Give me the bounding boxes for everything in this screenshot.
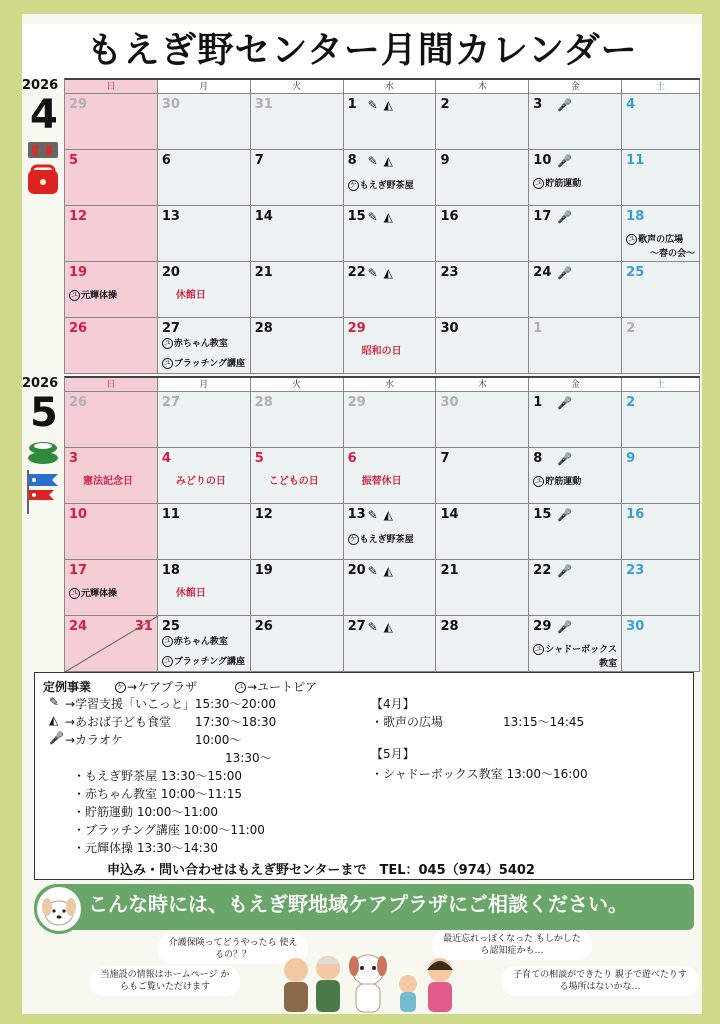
event-label: ユ 歌声の広場 [628, 235, 684, 245]
day-number: 19 [69, 265, 88, 280]
day-number: 25 [161, 619, 180, 634]
day-cell [251, 262, 344, 317]
day-number: 29 [69, 97, 88, 112]
week-row [65, 616, 700, 672]
day-cell [251, 560, 344, 615]
day-number: 30 [440, 395, 459, 410]
day-number: 9 [440, 153, 450, 168]
mic-icon: 🎤 [49, 731, 64, 745]
day-number: 1 [347, 97, 357, 112]
event-label: ユ 赤ちゃん教室 [163, 339, 228, 349]
day-number: 27 [161, 395, 180, 410]
may-event-item: ・シャドーボックス教室 13:00〜16:00 [371, 767, 588, 781]
day-cell [436, 150, 529, 205]
day-cell [65, 616, 158, 671]
day-number: 16 [440, 209, 459, 224]
day-cell [529, 392, 622, 447]
legend-utopia: ユ →ユートピア [237, 680, 318, 694]
day-cell [529, 150, 622, 205]
venue-badge-icon: ユ [628, 235, 636, 243]
day-number: 24 [533, 265, 552, 280]
holiday-label: 憲法記念日 [83, 476, 133, 487]
day-cell [158, 150, 251, 205]
onigiri-icon: ◭ [383, 508, 393, 522]
day-cell [344, 616, 437, 671]
day-cell [529, 448, 622, 503]
badge-ke-icon: ケ [117, 683, 124, 691]
item-genki-exercise: ・元輝体操 13:30〜14:30 [73, 841, 218, 855]
day-cell [344, 94, 437, 149]
day-number: 20 [347, 563, 366, 578]
week-row [65, 560, 700, 616]
day-number: 29 [347, 395, 366, 410]
holiday-label: 昭和の日 [361, 346, 402, 357]
weekday-wed: 水 [344, 80, 437, 93]
weekday-fri: 金 [529, 80, 622, 93]
day-number: 8 [347, 153, 357, 168]
event-label-line2: 〜春の会〜 [650, 249, 696, 259]
week-row [65, 206, 700, 262]
day-number: 29 [533, 619, 552, 634]
day-number: 6 [347, 451, 357, 466]
onigiri-icon: ◭ [383, 154, 393, 168]
day-number: 22 [533, 563, 552, 578]
april-year: 2026 [22, 78, 59, 93]
pencil-icon: ✎ [367, 210, 378, 224]
day-cell [622, 206, 700, 261]
weekday-wed: 水 [344, 378, 437, 391]
day-number: 17 [69, 563, 88, 578]
venue-badge-icon: ユ [163, 339, 171, 347]
day-number: 11 [161, 507, 180, 522]
split-diagonal [65, 616, 158, 672]
pencil-icon: ✎ [367, 266, 378, 280]
day-cell [436, 318, 529, 373]
day-cell [529, 262, 622, 317]
day-cell [344, 560, 437, 615]
day-number: 23 [440, 265, 459, 280]
day-cell [65, 206, 158, 261]
day-cell [158, 262, 251, 317]
day-number: 5 [254, 451, 264, 466]
day-number: 30 [161, 97, 180, 112]
venue-badge-icon: ケ [349, 535, 357, 543]
pencil-icon: ✎ [367, 620, 378, 634]
day-number: 21 [440, 563, 459, 578]
speech-bubble-dementia: 最近忘れっぽくなった もしかしたら認知症かも… [432, 930, 592, 960]
onigiri-icon: ◭ [383, 266, 393, 280]
event-label-line2: 教室 [599, 659, 618, 669]
day-cell [251, 318, 344, 373]
item-karaoke: →カラオケ 10:00〜 [65, 733, 242, 747]
day-number: 27 [347, 619, 366, 634]
may-year: 2026 [22, 376, 59, 391]
venue-badge-icon: ユ [71, 291, 78, 299]
onigiri-icon: ◭ [383, 564, 393, 578]
day-cell [436, 560, 529, 615]
venue-badge-icon: ユ [163, 637, 171, 645]
mic-icon: 🎤 [557, 564, 573, 578]
day-cell [344, 448, 437, 503]
weekday-sun: 日 [65, 378, 158, 391]
weekday-sun: 日 [65, 80, 158, 93]
day-cell [65, 94, 158, 149]
day-cell [344, 504, 437, 559]
weekday-tue: 火 [251, 378, 344, 391]
event-label: ユ 赤ちゃん教室 [163, 637, 228, 647]
may-grid [64, 376, 700, 672]
day-number: 12 [69, 209, 88, 224]
day-number: 12 [254, 507, 273, 522]
day-number: 6 [161, 153, 171, 168]
day-cell [529, 616, 622, 671]
day-number: 20 [161, 265, 180, 280]
weekday-fri: 金 [529, 378, 622, 391]
day-number: 2 [626, 395, 636, 410]
day-number: 1 [533, 321, 543, 336]
day-number: 31 [254, 97, 273, 112]
day-cell [158, 94, 251, 149]
day-cell [251, 206, 344, 261]
day-cell [622, 448, 700, 503]
day-number: 30 [626, 619, 645, 634]
week-row [65, 262, 700, 318]
carp-streamer-icon [24, 440, 62, 518]
banner-text: こんな時には、もえぎ野地域ケアプラザにご相談ください。 [88, 892, 628, 916]
day-number-secondary: 31 [134, 619, 153, 634]
day-number: 28 [254, 395, 273, 410]
day-number: 2 [626, 321, 636, 336]
badge-yu-icon: ユ [237, 683, 244, 691]
item-muscle-exercise: ・貯筋運動 10:00〜11:00 [73, 805, 218, 819]
day-number: 21 [254, 265, 273, 280]
day-cell [65, 504, 158, 559]
mic-icon: 🎤 [557, 396, 573, 410]
day-cell [622, 262, 700, 317]
mic-icon: 🎤 [557, 266, 573, 280]
day-cell [529, 504, 622, 559]
day-cell [436, 448, 529, 503]
weekday-thu: 木 [436, 378, 529, 391]
day-cell [436, 262, 529, 317]
day-number: 19 [254, 563, 273, 578]
event-label-secondary: ユ ブラッチング講座 [163, 359, 246, 369]
day-number: 30 [440, 321, 459, 336]
april-grid [64, 78, 700, 374]
day-cell [251, 392, 344, 447]
event-label-secondary: ユ ブラッチング講座 [163, 657, 246, 667]
holiday-label: 休館日 [175, 588, 206, 599]
weekday-mon: 月 [158, 80, 251, 93]
event-label: ユ シャドーボックス [535, 645, 618, 655]
day-cell [158, 504, 251, 559]
day-number: 2 [440, 97, 450, 112]
april-events-heading: 【4月】 [371, 697, 415, 711]
day-number: 27 [161, 321, 180, 336]
day-cell [622, 392, 700, 447]
day-cell [65, 448, 158, 503]
item-study-support: →学習支援「いこっと」15:30〜20:00 [65, 697, 276, 711]
may-calendar [22, 376, 700, 670]
weekday-thu: 木 [436, 80, 529, 93]
pencil-icon: ✎ [49, 695, 60, 709]
day-cell [251, 504, 344, 559]
day-cell [436, 504, 529, 559]
day-number: 15 [533, 507, 552, 522]
item-karaoke-pm: 13:30〜 [225, 751, 272, 765]
mic-icon: 🎤 [557, 154, 573, 168]
day-cell [529, 94, 622, 149]
week-row [65, 448, 700, 504]
day-number: 16 [626, 507, 645, 522]
day-cell [65, 262, 158, 317]
speech-bubble-insurance: 介護保険ってどうやったら 使えるの？？ [158, 934, 308, 964]
people-illustration-icon [276, 940, 466, 1016]
pencil-icon: ✎ [367, 154, 378, 168]
item-baby-class: ・赤ちゃん教室 10:00〜11:15 [73, 787, 242, 801]
day-number: 4 [626, 97, 636, 112]
day-number: 3 [533, 97, 543, 112]
day-cell [65, 392, 158, 447]
day-number: 14 [440, 507, 459, 522]
day-cell [622, 150, 700, 205]
day-cell [529, 206, 622, 261]
day-cell [344, 206, 437, 261]
day-cell [65, 560, 158, 615]
mic-icon: 🎤 [557, 508, 573, 522]
school-bag-icon [24, 142, 62, 206]
regular-events-heading: 定例事業 [43, 680, 92, 694]
onigiri-icon: ◭ [383, 620, 393, 634]
day-cell [622, 94, 700, 149]
day-cell [344, 392, 437, 447]
april-weeks [65, 94, 700, 374]
april-month-number: 4 [30, 92, 58, 138]
weekday-sat: 土 [622, 80, 700, 93]
day-number: 25 [626, 265, 645, 280]
day-cell [436, 616, 529, 671]
mic-icon: 🎤 [557, 210, 573, 224]
weekday-header [65, 378, 700, 392]
venue-badge-icon: ユ [163, 657, 171, 665]
item-kids-cafeteria: →あおば子ども食堂 17:30〜18:30 [65, 715, 277, 729]
day-number: 26 [254, 619, 273, 634]
day-number: 9 [626, 451, 636, 466]
day-number: 10 [533, 153, 552, 168]
event-label: ケ もえぎ野茶屋 [349, 181, 414, 191]
day-cell [158, 560, 251, 615]
day-number: 13 [347, 507, 366, 522]
event-label: ユ 貯筋運動 [535, 179, 582, 189]
regular-events-box [34, 672, 694, 880]
day-cell [251, 150, 344, 205]
holiday-label: 休館日 [175, 290, 206, 301]
day-number: 26 [69, 395, 88, 410]
mic-icon: 🎤 [557, 620, 573, 634]
contact-info: 申込み・問い合わせはもえぎ野センターまで TEL：045（974）5402 [107, 863, 535, 878]
day-number: 22 [347, 265, 366, 280]
event-label: ユ 貯筋運動 [535, 477, 582, 487]
item-moegino-chaya: ・もえぎ野茶屋 13:30〜15:00 [73, 769, 242, 783]
mic-icon: 🎤 [557, 98, 573, 112]
day-cell [251, 616, 344, 671]
day-cell [622, 504, 700, 559]
onigiri-icon: ◭ [383, 98, 393, 112]
day-cell [344, 318, 437, 373]
day-cell [622, 616, 700, 671]
mic-icon: 🎤 [557, 452, 573, 466]
day-cell [436, 392, 529, 447]
week-row [65, 318, 700, 374]
day-number: 28 [254, 321, 273, 336]
speech-bubble-homepage: 当施設の情報はホームページ からもご覧いただけます [90, 966, 240, 996]
day-number: 24 [69, 619, 88, 634]
day-number: 18 [626, 209, 645, 224]
day-number: 4 [161, 451, 171, 466]
venue-badge-icon: ユ [535, 477, 543, 485]
day-number: 1 [533, 395, 543, 410]
onigiri-icon: ◭ [383, 210, 393, 224]
day-cell [344, 262, 437, 317]
day-cell [251, 94, 344, 149]
day-cell [158, 616, 251, 671]
pencil-icon: ✎ [367, 564, 378, 578]
april-calendar [22, 78, 700, 372]
day-number: 11 [626, 153, 645, 168]
day-number: 7 [254, 153, 264, 168]
may-weeks [65, 392, 700, 672]
day-cell [529, 318, 622, 373]
may-month-number: 5 [30, 390, 58, 436]
day-cell [622, 560, 700, 615]
week-row [65, 150, 700, 206]
venue-badge-icon: ケ [349, 181, 357, 189]
speech-bubble-parenting: 子育ての相談ができたり 親子で遊べたりする場所はないかな… [502, 966, 698, 996]
day-number: 3 [69, 451, 79, 466]
venue-badge-icon: ユ [535, 645, 543, 653]
week-row [65, 504, 700, 560]
weekday-sat: 土 [622, 378, 700, 391]
day-cell [65, 150, 158, 205]
page-title: もえぎ野センター月間カレンダー [22, 24, 702, 78]
day-cell [436, 94, 529, 149]
dog-mascot-icon [34, 884, 84, 934]
day-number: 15 [347, 209, 366, 224]
day-number: 7 [440, 451, 450, 466]
day-cell [158, 206, 251, 261]
day-number: 23 [626, 563, 645, 578]
day-number: 10 [69, 507, 88, 522]
holiday-label: こどもの日 [268, 476, 319, 487]
day-cell [251, 448, 344, 503]
pencil-icon: ✎ [367, 508, 378, 522]
event-label: ユ 元輝体操 [71, 589, 118, 599]
day-cell [65, 318, 158, 373]
week-row [65, 94, 700, 150]
venue-badge-icon: ユ [163, 359, 171, 367]
april-event-item: ・歌声の広場 13:15〜14:45 [371, 715, 585, 729]
venue-badge-icon: ユ [535, 179, 543, 187]
day-cell [158, 392, 251, 447]
pencil-icon: ✎ [367, 98, 378, 112]
day-number: 29 [347, 321, 366, 336]
item-brushing-class: ・ブラッチング講座 10:00〜11:00 [73, 823, 265, 837]
day-number: 13 [161, 209, 180, 224]
weekday-mon: 月 [158, 378, 251, 391]
day-number: 26 [69, 321, 88, 336]
onigiri-icon: ◭ [49, 713, 59, 727]
week-row [65, 392, 700, 448]
day-cell [344, 150, 437, 205]
weekday-header [65, 80, 700, 94]
event-label: ユ 元輝体操 [71, 291, 118, 301]
day-cell [158, 318, 251, 373]
day-number: 28 [440, 619, 459, 634]
holiday-label: 振替休日 [361, 476, 402, 487]
day-number: 8 [533, 451, 543, 466]
day-number: 5 [69, 153, 79, 168]
day-cell [529, 560, 622, 615]
venue-badge-icon: ユ [71, 589, 78, 597]
weekday-tue: 火 [251, 80, 344, 93]
legend-careplaza: ケ →ケアプラザ [117, 680, 198, 694]
day-number: 14 [254, 209, 273, 224]
event-label: ケ もえぎ野茶屋 [349, 535, 414, 545]
day-cell [436, 206, 529, 261]
holiday-label: みどりの日 [175, 476, 226, 487]
day-cell [622, 318, 700, 373]
may-events-heading: 【5月】 [371, 747, 415, 761]
day-number: 17 [533, 209, 552, 224]
day-cell [158, 448, 251, 503]
day-number: 18 [161, 563, 180, 578]
